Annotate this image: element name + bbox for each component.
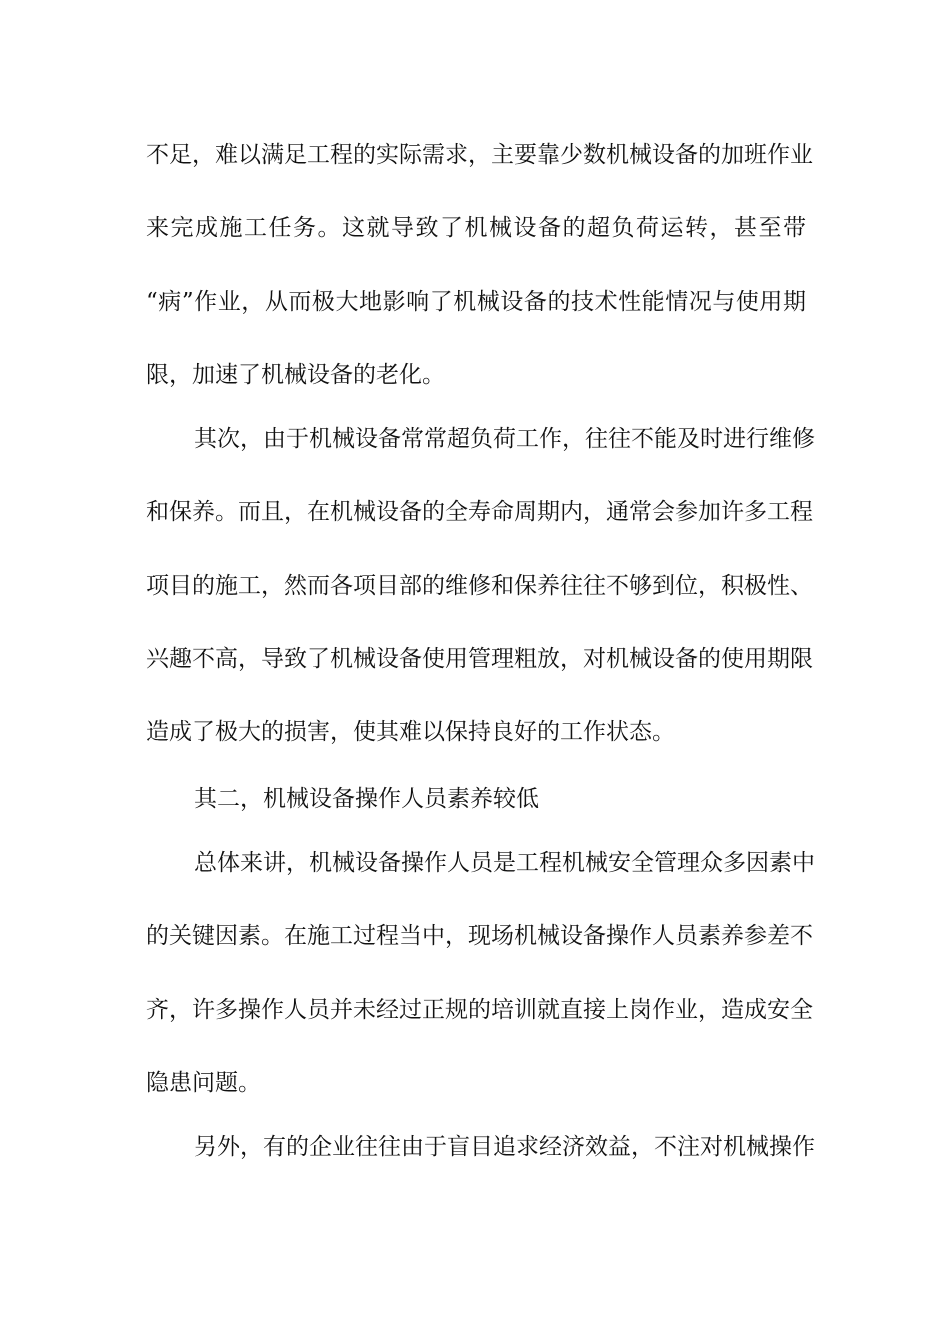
paragraph-line: 项目的施工，然而各项目部的维修和保养往往不够到位，积极性、 (146, 573, 813, 599)
paragraph-line: 兴趣不高，导致了机械设备使用管理粗放，对机械设备的使用期限 (146, 646, 813, 672)
section-heading: 其二，机械设备操作人员素养较低 (194, 786, 539, 812)
paragraph-line: 和保养。而且，在机械设备的全寿命周期内，通常会参加许多工程 (146, 499, 813, 525)
paragraph-line: 的关键因素。在施工过程当中，现场机械设备操作人员素养参差不 (146, 923, 813, 949)
paragraph-line: 另外，有的企业往往由于盲目追求经济效益，不注对机械操作 (194, 1134, 815, 1160)
paragraph-line: 来完成施工任务。这就导致了机械设备的超负荷运转，甚至带 (146, 215, 806, 241)
paragraph-line: 不足，难以满足工程的实际需求，主要靠少数机械设备的加班作业 (146, 142, 813, 168)
paragraph-line: 限，加速了机械设备的老化。 (146, 362, 445, 388)
paragraph-line: 总体来讲，机械设备操作人员是工程机械安全管理众多因素中 (194, 850, 815, 876)
paragraph-line: “病”作业，从而极大地影响了机械设备的技术性能情况与使用期 (146, 289, 806, 315)
paragraph-line: 隐患问题。 (146, 1070, 261, 1096)
paragraph-line: 其次，由于机械设备常常超负荷工作，往往不能及时进行维修 (194, 426, 815, 452)
paragraph-line: 齐，许多操作人员并未经过正规的培训就直接上岗作业，造成安全 (146, 997, 813, 1023)
paragraph-line: 造成了极大的损害，使其难以保持良好的工作状态。 (146, 719, 675, 745)
